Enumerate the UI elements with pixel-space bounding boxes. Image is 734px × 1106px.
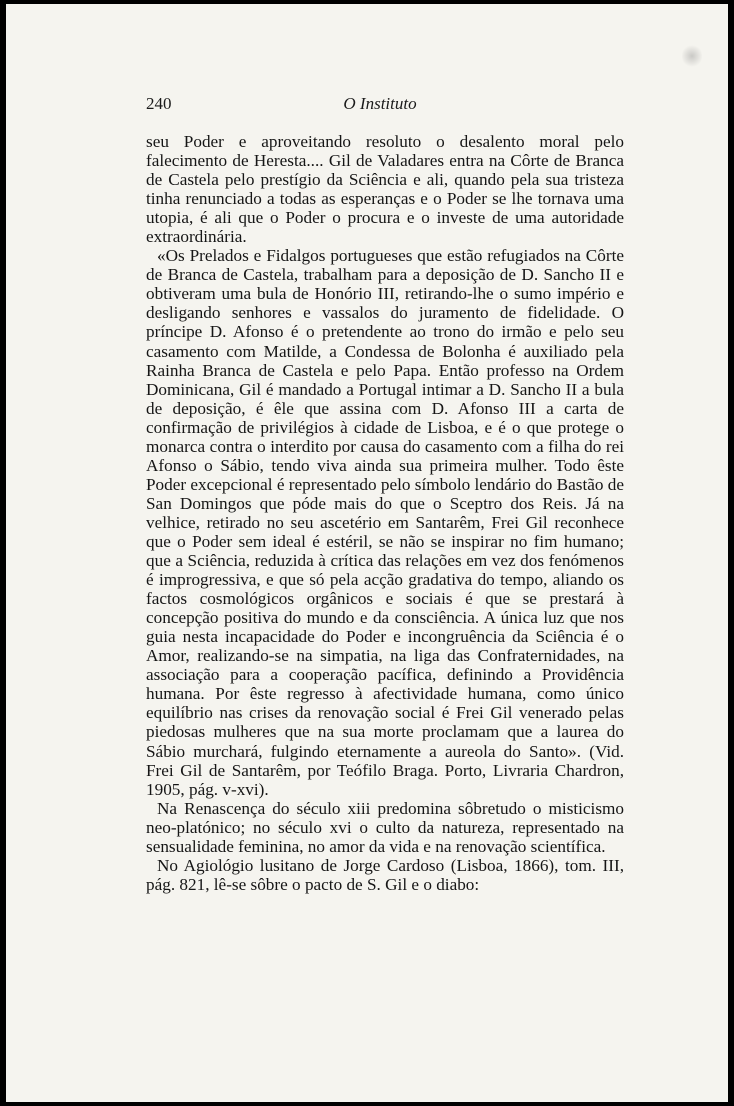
- body-text: [146, 132, 624, 894]
- running-title: O Instituto: [343, 94, 417, 113]
- book-page: [6, 4, 728, 1102]
- ink-smudge: [682, 44, 702, 68]
- page-header: [146, 94, 614, 116]
- paragraph: «Os Prelados e Fidalgos portugueses que estão refugiados na Côrte de Branca de Castela, trabalham para a deposição de D. Sancho II e obtiveram uma bula de Honório III, retirando-lhe o sumo império e desligando senhores e vassalos do juramento de fidelidade. O príncipe D. Afonso é o pretendente ao trono do irmão e pelo seu casamento com Matilde, a Condessa de Bolonha é auxiliado pela Rainha Branca de Castela e pelo Papa. Então professo na Ordem Dominicana, Gil é mandado a Portugal intimar a D. Sancho II a bula de deposição, é êle que assina com D. Afonso III a carta de confirmação de privilégios à cidade de Lisboa, e é o que protege o monarca contra o interdito por causa do casamento com a filha do rei Afonso o Sábio, tendo viva ainda sua primeira mulher. Todo êste Poder excepcional é representado pelo símbolo lendário do Bastão de San Domingos que póde mais do que o Sceptro dos Reis. Já na velhice, retirado no seu ascetério em Santarêm, Frei Gil reconhece que o Poder sem ideal é estéril, se não se inspirar no fim humano; que a Sciência, reduzida à crítica das relações em vez dos fenómenos é improgressiva, e que só pela acção gradativa do tempo, aliando os factos cosmológicos orgânicos e sociais é que se prestará à concepção positiva do mundo e da consciência. A única luz que nos guia nesta incapacidade do Poder e incongruência da Sciência é o Amor, realizando-se na simpatia, na liga das Confraternidades, na associação para a cooperação pacífica, definindo a Providência humana. Por êste regresso à afectividade humana, como único equilíbrio nas crises da renovação social é Frei Gil venerado pelas piedosas mulheres que na sua morte proclamam que a laurea do Sábio murchará, fulgindo eternamente a aureola do Santo». (Vid. Frei Gil de Santarêm, por Teófilo Braga. Porto, Livraria Chardron, 1905, pág. v-xvi).: [146, 246, 624, 799]
- paragraph: seu Poder e aproveitando resoluto o desalento moral pelo falecimento de Heresta.... Gil de Valadares entra na Côrte de Branca de Castela pelo prestígio da Sciência e ali, quando pela sua tristeza tinha renunciado a todas as esperanças e o Poder se lhe tornava uma utopia, é ali que o Poder o procura e o investe de uma autoridade extraordinária.: [146, 132, 624, 247]
- page-number: 240: [146, 94, 172, 113]
- paragraph: Na Renascença do século xiii predomina sôbretudo o misticismo neo-platónico; no século xvi o culto da natureza, representado na sensualidade feminina, no amor da vida e na renovação scientífica.: [146, 798, 624, 856]
- paragraph: No Agiológio lusitano de Jorge Cardoso (Lisboa, 1866), tom. III, pág. 821, lê-se sôbre o pacto de S. Gil e o diabo:: [146, 855, 624, 894]
